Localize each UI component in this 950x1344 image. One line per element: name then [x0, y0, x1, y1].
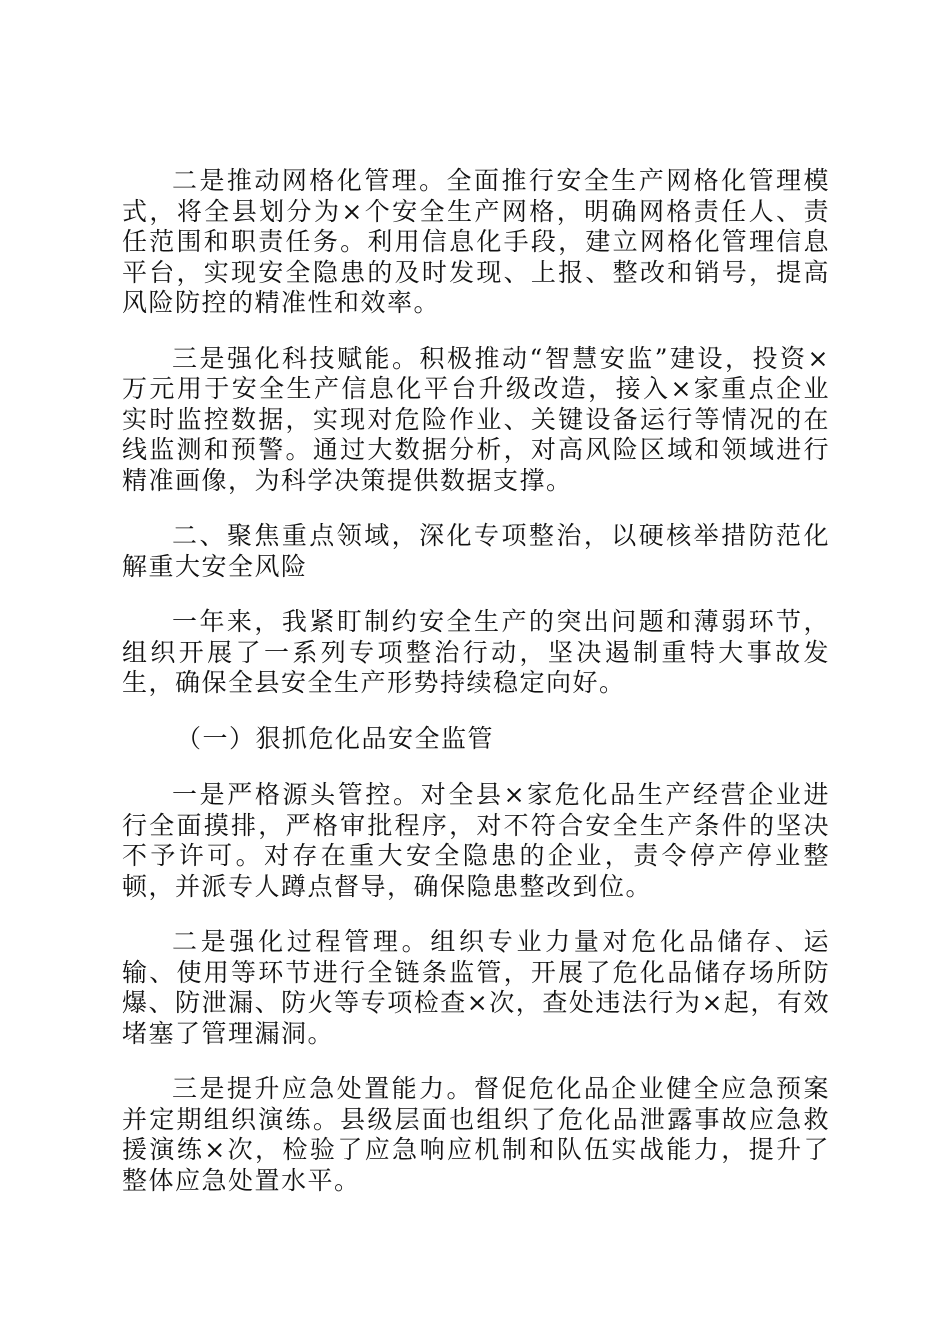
subheading-hazardous-chemicals: （一）狠抓危化品安全监管	[176, 723, 495, 753]
paragraph-process-management: 二是强化过程管理。组织专业力量对危化品储存、运输、使用等环节进行全链条监管，开展了危化品储存场所防爆、防泄漏、防火等专项检查×次，查处违法行为×起，有效堵塞了管理漏洞。	[122, 927, 830, 1048]
paragraph-source-control: 一是严格源头管控。对全县×家危化品生产经营企业进行全面摸排，严格审批程序，对不符合安全生产条件的坚决不予许可。对存在重大安全隐患的企业，责令停产停业整顿，并派专人蹲点督导，确保隐患整改到位。	[122, 780, 830, 901]
paragraph-emergency-response: 三是提升应急处置能力。督促危化品企业健全应急预案并定期组织演练。县级层面也组织了危化品泄露事故应急救援演练×次，检验了应急响应机制和队伍实战能力，提升了整体应急处置水平。	[122, 1074, 830, 1195]
paragraph-tech-empowerment: 三是强化科技赋能。积极推动“智慧安监”建设，投资×万元用于安全生产信息化平台升级改造，接入×家重点企业实时监控数据，实现对危险作业、关键设备运行等情况的在线监测和预警。通过大数据分析，对高风险区域和领域进行精准画像，为科学决策提供数据支撑。	[122, 343, 830, 495]
paragraph-grid-management: 二是推动网格化管理。全面推行安全生产网格化管理模式，将全县划分为×个安全生产网格，明确网格责任人、责任范围和职责任务。利用信息化手段，建立网格化管理信息平台，实现安全隐患的及时发现、上报、整改和销号，提高风险防控的精准性和效率。	[122, 166, 830, 317]
paragraph-year-summary: 一年来，我紧盯制约安全生产的突出问题和薄弱环节，组织开展了一系列专项整治行动，坚决遏制重特大事故发生，确保全县安全生产形势持续稳定向好。	[122, 607, 830, 697]
section-heading-key-areas: 二、聚焦重点领域，深化专项整治，以硬核举措防范化解重大安全风险	[122, 521, 830, 581]
document-body	[122, 166, 830, 1221]
